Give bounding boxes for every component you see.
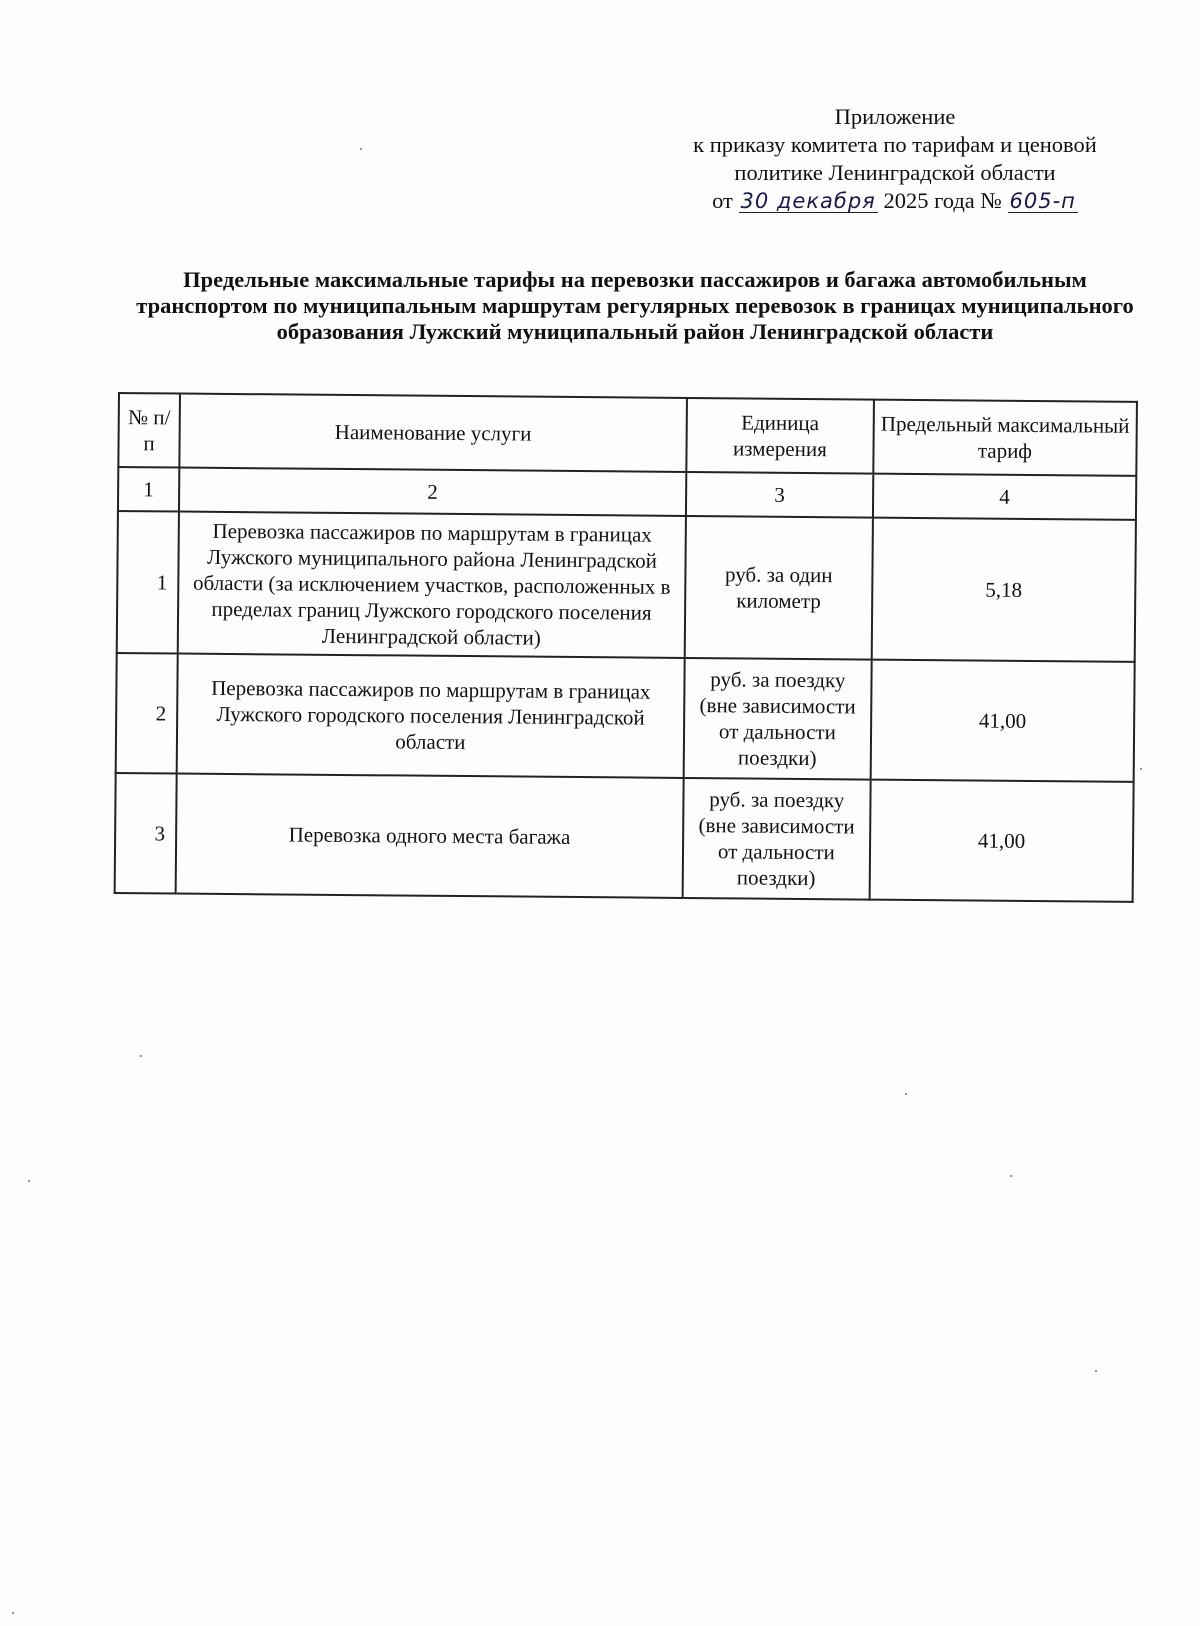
row-tariff: 41,00 xyxy=(869,780,1133,902)
committee-line: политике Ленинградской области xyxy=(734,160,1056,185)
handwritten-date: 30 декабря xyxy=(740,189,876,213)
date-prefix: от xyxy=(712,188,733,213)
order-date-line xyxy=(660,187,1130,215)
appendix-header xyxy=(660,103,1130,215)
handwritten-order-number: 605-п xyxy=(1009,189,1076,213)
row-service: Перевозка пассажиров по маршрутам в границах Лужского городского поселения Ленинградской области xyxy=(177,654,685,778)
scan-speck xyxy=(1095,1370,1097,1372)
year-text: 2025 года № xyxy=(883,188,1002,213)
order-reference-line: к приказу комитета по тарифам и ценовой xyxy=(693,132,1097,157)
header-tariff: Предельный максимальный тариф xyxy=(873,400,1137,476)
scan-speck xyxy=(360,148,362,150)
scan-speck xyxy=(140,1055,142,1057)
scan-speck xyxy=(905,1093,907,1095)
row-service: Перевозка одного места багажа xyxy=(176,774,684,898)
row-tariff: 5,18 xyxy=(872,518,1136,662)
column-number: 2 xyxy=(179,468,686,516)
row-number: 1 xyxy=(117,511,179,654)
column-number: 1 xyxy=(118,467,179,512)
header-unit: Единица измерения xyxy=(686,398,874,474)
scan-speck xyxy=(1010,1175,1012,1177)
row-unit: руб. за поездку (вне зависимости от дальности поездки) xyxy=(684,658,872,780)
row-tariff: 41,00 xyxy=(870,660,1134,782)
row-number: 3 xyxy=(115,773,177,894)
header-service: Наименование услуги xyxy=(179,394,687,472)
tariff-table xyxy=(114,392,1138,903)
document-title: Предельные максимальные тарифы на перевозки пассажиров и багажа автомобильным транспортом по муниципальным маршрутам регулярных перевозок в границах муниципального образования Лужский муниципальный район Ленинградской области xyxy=(136,267,1134,344)
table-row xyxy=(115,773,1134,902)
row-unit: руб. за поездку (вне зависимости от дальности поездки) xyxy=(683,778,871,900)
header-number: № п/п xyxy=(118,393,180,468)
column-number: 3 xyxy=(686,472,873,518)
appendix-label: Приложение xyxy=(834,104,956,129)
table-row xyxy=(117,511,1136,662)
scan-speck xyxy=(1140,768,1142,770)
scan-speck xyxy=(28,1180,30,1182)
column-number: 4 xyxy=(873,474,1137,520)
row-service: Перевозка пассажиров по маршрутам в границах Лужского муниципального района Ленинградской области (за исключением участков, расположенных в пределах границ Лужского городского поселения Ленинградской области) xyxy=(178,512,686,658)
row-unit: руб. за один километр xyxy=(685,516,873,660)
table-row xyxy=(116,653,1135,782)
row-number: 2 xyxy=(116,653,178,774)
table-header-row xyxy=(118,393,1137,476)
scan-speck xyxy=(12,1612,14,1614)
